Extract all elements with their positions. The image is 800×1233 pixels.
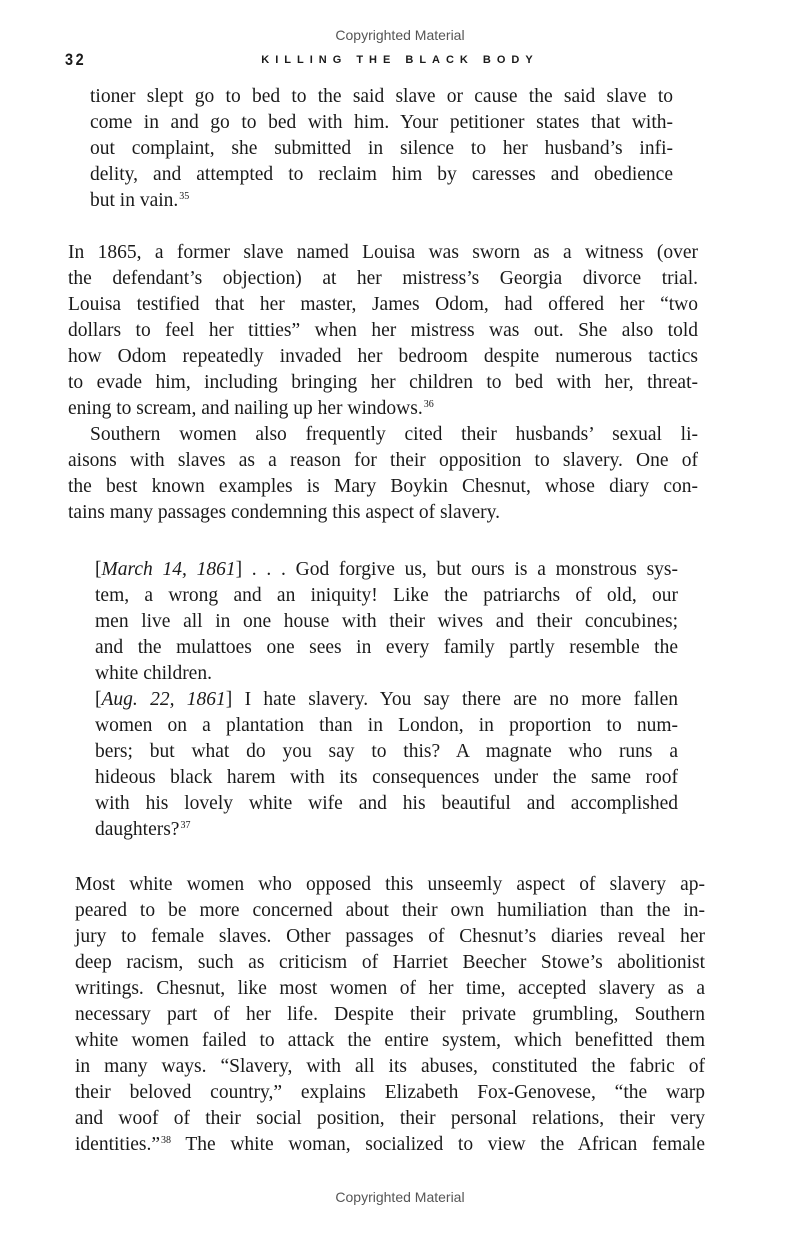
text-line — [95, 817, 678, 843]
line-text: jury to female slaves. Other passages of Chesnut’s diaries reveal her — [75, 926, 705, 947]
text-line — [68, 266, 698, 292]
line-text: women on a plantation than in London, in proportion to num- — [95, 715, 678, 736]
line-text: tioner slept go to bed to the said slave or cause the said slave to — [90, 86, 673, 107]
text-line — [68, 344, 698, 370]
line-text: white children. — [95, 663, 212, 684]
bracket: [ — [95, 689, 102, 710]
line-text: tains many passages condemning this aspect of slavery. — [68, 502, 500, 523]
text-line — [90, 110, 673, 136]
text-line — [68, 448, 698, 474]
text-line — [68, 370, 698, 396]
line-text: how Odom repeatedly invaded her bedroom despite numerous tactics — [68, 346, 698, 367]
line-text: Most white women who opposed this unseemly aspect of slavery ap- — [75, 874, 705, 895]
text-line — [68, 396, 698, 422]
line-text-continued: The white woman, socialized to view the African female — [171, 1134, 705, 1155]
line-text: bers; but what do you say to this? A magnate who runs a — [95, 741, 678, 762]
line-text: in many ways. “Slavery, with all its abuses, constituted the fabric of — [75, 1056, 705, 1077]
line-text: hideous black harem with its consequences under the same roof — [95, 767, 678, 788]
diary-date: Aug. 22, 1861 — [101, 689, 226, 710]
footnote-ref: 35 — [179, 191, 190, 202]
paragraph-louisa — [68, 240, 698, 526]
line-text: aisons with slaves as a reason for their opposition to slavery. One of — [68, 450, 698, 471]
line-text: the defendant’s objection) at her mistress’s Georgia divorce trial. — [68, 268, 698, 289]
line-text: In 1865, a former slave named Louisa was sworn as a witness (over — [68, 242, 698, 263]
text-line — [75, 1054, 705, 1080]
footnote-ref: 38 — [161, 1135, 172, 1146]
text-line — [75, 1106, 705, 1132]
text-line — [75, 898, 705, 924]
text-line — [95, 635, 678, 661]
diary-date: March 14, 1861 — [101, 559, 236, 580]
line-text: Southern women also frequently cited their husbands’ sexual li- — [90, 424, 698, 445]
text-line — [90, 188, 673, 214]
text-line — [75, 1028, 705, 1054]
line-text: dollars to feel her titties” when her mistress was out. She also told — [68, 320, 698, 341]
line-text: tem, a wrong and an iniquity! Like the patriarchs of old, our — [95, 585, 678, 606]
text-line — [95, 661, 678, 687]
copyright-watermark-top: Copyrighted Material — [335, 27, 465, 43]
line-text: necessary part of her life. Despite their private grumbling, Southern — [75, 1004, 705, 1025]
running-head: KILLING THE BLACK BODY — [261, 54, 539, 66]
line-text: delity, and attempted to reclaim him by caresses and obedience — [90, 164, 673, 185]
text-line — [68, 474, 698, 500]
line-text: writings. Chesnut, like most women of her time, accepted slavery as a — [75, 978, 705, 999]
text-line — [75, 1080, 705, 1106]
text-line — [95, 739, 678, 765]
text-line — [68, 422, 698, 448]
line-text: ening to scream, and nailing up her windows. — [68, 398, 423, 419]
text-line — [75, 950, 705, 976]
footnote-ref: 36 — [423, 399, 434, 410]
text-line — [75, 976, 705, 1002]
line-text: but in vain. — [90, 190, 179, 211]
text-line — [75, 924, 705, 950]
footnote-ref: 37 — [180, 820, 191, 831]
text-line — [75, 1002, 705, 1028]
line-text: daughters? — [95, 819, 180, 840]
text-line — [68, 318, 698, 344]
text-line — [90, 162, 673, 188]
bracket: [ — [95, 559, 102, 580]
text-line — [75, 1132, 705, 1158]
text-line — [95, 713, 678, 739]
text-line — [95, 583, 678, 609]
line-text: identities.” — [75, 1134, 161, 1155]
line-text: white women failed to attack the entire system, which benefitted them — [75, 1030, 705, 1051]
text-line — [90, 136, 673, 162]
line-text: Louisa testified that her master, James Odom, had offered her “two — [68, 294, 698, 315]
text-line — [68, 500, 698, 526]
text-line — [95, 765, 678, 791]
line-text: and woof of their social position, their personal relations, their very — [75, 1108, 705, 1129]
text-line — [75, 872, 705, 898]
copyright-watermark-bottom: Copyrighted Material — [335, 1189, 465, 1205]
line-text: men live all in one house with their wives and their concubines; — [95, 611, 678, 632]
line-text: their beloved country,” explains Elizabeth Fox-Genovese, “the warp — [75, 1082, 705, 1103]
line-text: out complaint, she submitted in silence to her husband’s infi- — [90, 138, 673, 159]
text-line — [95, 687, 678, 713]
text-line — [68, 292, 698, 318]
page-number: 32 — [65, 50, 87, 69]
text-line — [95, 791, 678, 817]
line-text: deep racism, such as criticism of Harriet Beecher Stowe’s abolitionist — [75, 952, 705, 973]
line-text: the best known examples is Mary Boykin Chesnut, whose diary con- — [68, 476, 698, 497]
line-text: come in and go to bed with him. Your petitioner states that with- — [90, 112, 673, 133]
petition-quote-end — [90, 84, 673, 214]
text-line — [95, 557, 678, 583]
line-text: to evade him, including bringing her children to bed with her, threat- — [68, 372, 698, 393]
text-line — [68, 240, 698, 266]
chesnut-diary-quote — [95, 557, 678, 843]
line-text: ] . . . God forgive us, but ours is a monstrous sys- — [235, 559, 678, 580]
line-text: and the mulattoes one sees in every family partly resemble the — [95, 637, 678, 658]
text-line — [90, 84, 673, 110]
line-text: ] I hate slavery. You say there are no more fallen — [225, 689, 678, 710]
text-line — [95, 609, 678, 635]
line-text: with his lovely white wife and his beautiful and accomplished — [95, 793, 678, 814]
line-text: peared to be more concerned about their own humiliation than the in- — [75, 900, 705, 921]
paragraph-white-women — [75, 872, 705, 1158]
